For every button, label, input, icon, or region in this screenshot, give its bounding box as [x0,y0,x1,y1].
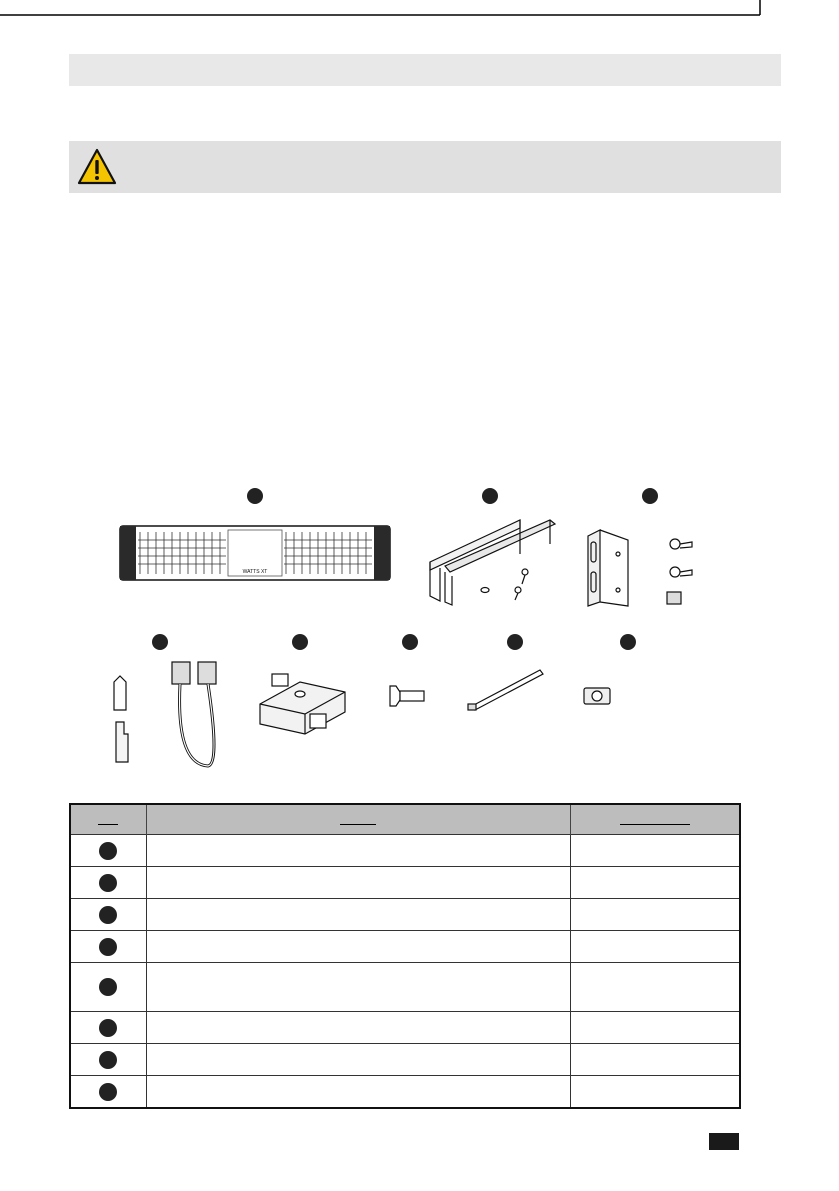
item-badge-7 [507,634,523,650]
item-badge [99,978,117,996]
table-row [70,1012,740,1044]
warning-banner [69,141,781,193]
warning-triangle-icon [77,148,117,186]
item-badge [99,1019,117,1037]
item-badge-8 [620,634,636,650]
table-row [70,963,740,1012]
header-quantity [570,804,740,835]
table-row [70,867,740,899]
item-badge [99,1083,117,1101]
cage-nut-icon [584,688,610,704]
table-row [70,1044,740,1076]
header-item [70,804,146,835]
item-badge-4 [152,634,168,650]
item-badge [99,842,117,860]
rack-rails-icon [430,520,555,605]
table-row [70,1076,740,1109]
item-badge [99,906,117,924]
table-row [70,899,740,931]
item-badge-2 [482,488,498,504]
item-badge-6 [402,634,418,650]
clamp-icon [260,674,345,734]
item-badge-3 [642,488,658,504]
package-contents-figure [100,484,740,774]
table-row [70,835,740,867]
item-badge [99,874,117,892]
page-number-box [709,1133,739,1150]
table-row [70,931,740,963]
cable-connector-icon [114,662,216,766]
screw-icon [390,686,424,706]
section-header-bar [69,54,781,86]
parts-table [69,803,741,1109]
header-description [146,804,570,835]
item-badge [99,938,117,956]
cable-tie-icon [468,670,543,710]
battery-brand-label: WATTS XT [242,569,268,575]
trim-mark [0,0,839,20]
item-badge-5 [292,634,308,650]
item-badge [99,1051,117,1069]
bracket-screws-icon [588,530,692,606]
table-header-row [70,804,740,835]
item-badge-1 [247,488,263,504]
battery-module-icon [120,526,390,580]
